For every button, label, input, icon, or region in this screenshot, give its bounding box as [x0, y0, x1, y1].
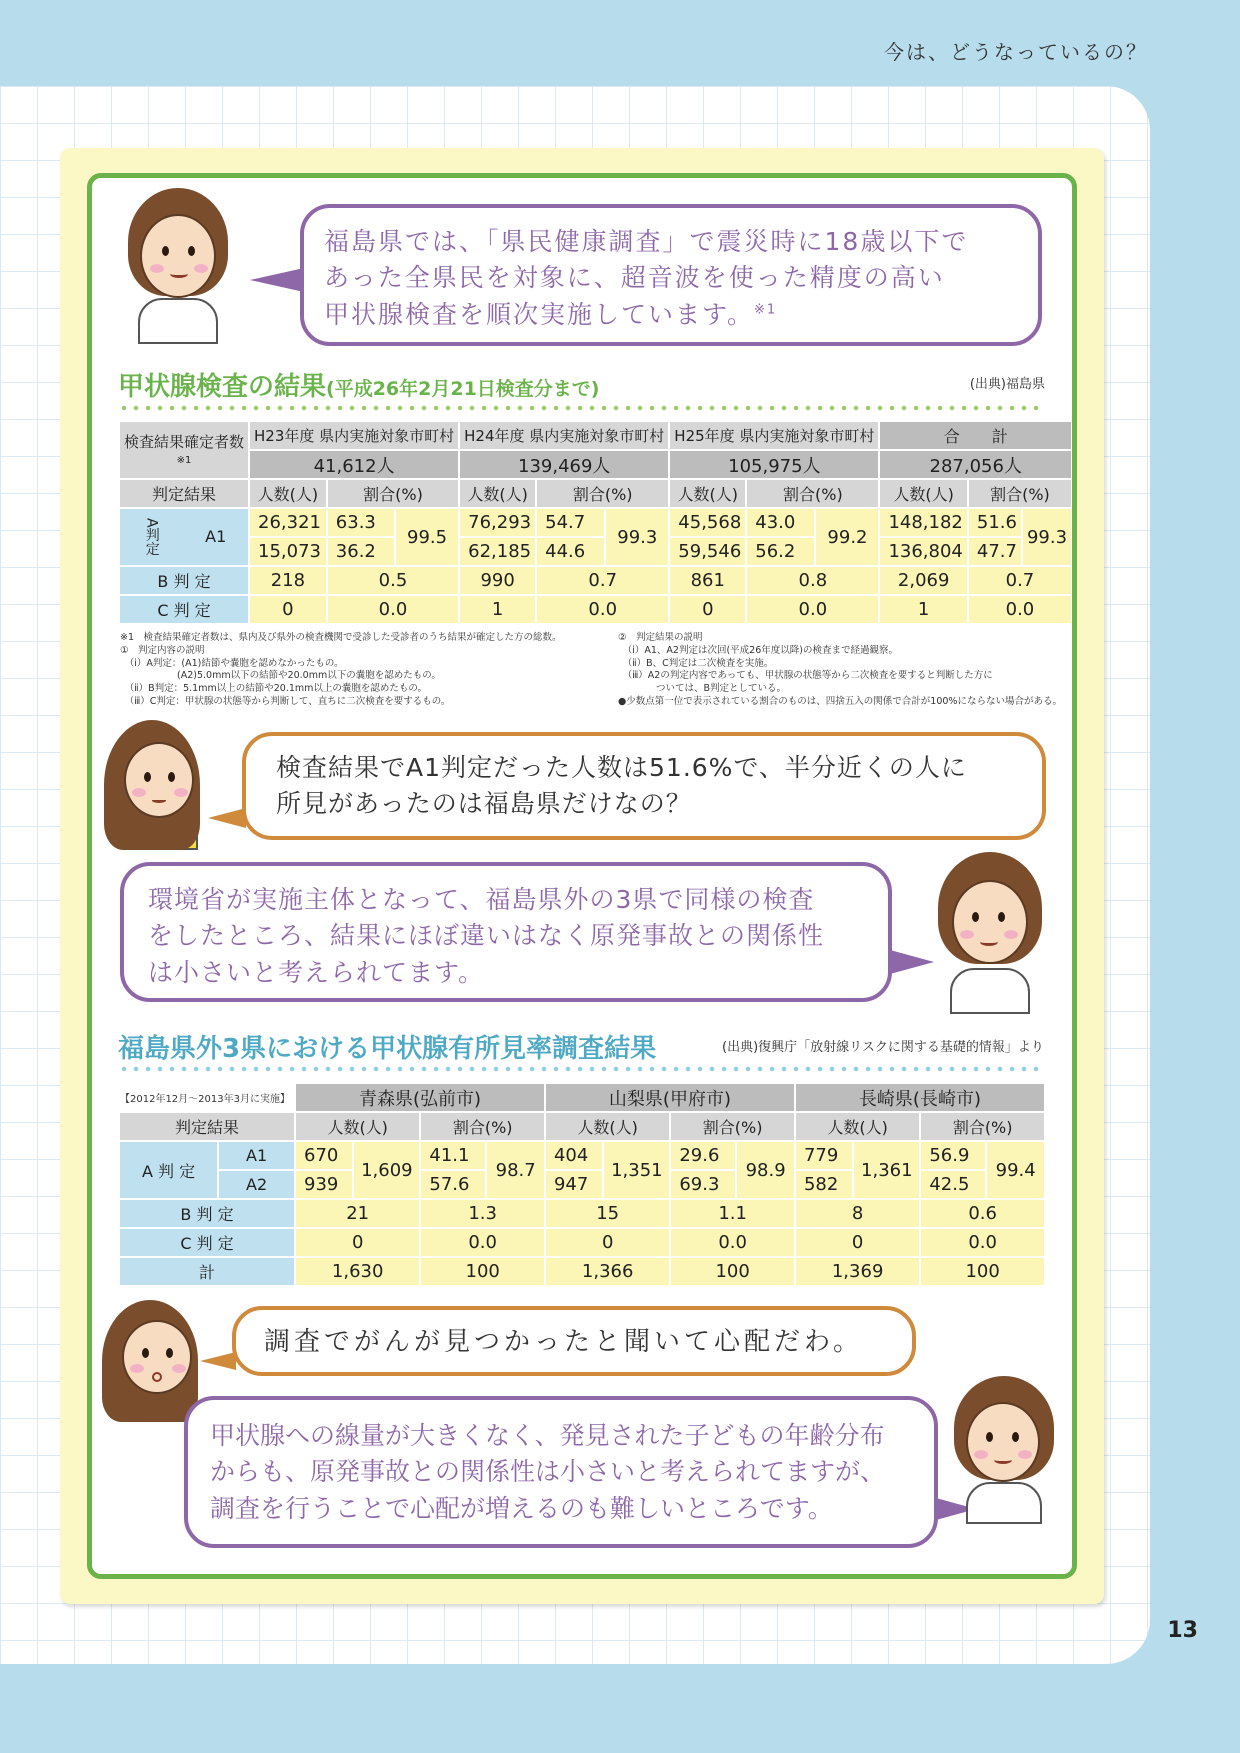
bubble-2-line-1: 検査結果でA1判定だった人数は51.6%で、半分近くの人に: [276, 753, 967, 782]
ratio-header: 割合(%): [747, 480, 878, 507]
table-cell: 59,546: [670, 538, 745, 565]
table-cell: 100: [671, 1258, 794, 1285]
table-cell: 1,369: [796, 1258, 919, 1285]
a-judge-label: A判定 A1: [120, 509, 248, 565]
table-cell: 779: [796, 1142, 852, 1169]
table-cell: 0.0: [537, 596, 668, 623]
table-cell: 21: [296, 1200, 419, 1227]
note-line: ② 判定結果の説明: [618, 632, 703, 643]
table-row: [120, 509, 1071, 536]
survey-period: 【2012年12月〜2013年3月に実施】: [120, 1094, 290, 1105]
table-row: [120, 596, 1071, 623]
a1-label: A1: [219, 1142, 294, 1169]
table-cell: 0.7: [537, 567, 668, 594]
table-cell: 148,182: [880, 509, 966, 536]
year-header-h23: H23年度 県内実施対象市町村: [250, 422, 458, 449]
note-line: ※1 検査結果確定者数は、県内及び県外の検査機関で受診した受診者のうち結果が確定した方の総数。: [120, 632, 562, 643]
ratio-header: 割合(%): [921, 1113, 1044, 1140]
note-line: （ⅲ）C判定：甲状腺の状態等から判断して、直ちに二次検査を要するもの。: [120, 696, 451, 708]
table-cell: 0: [670, 596, 745, 623]
bubble-1-line-1: 福島県では、「県民健康調査」で震災時に18歳以下で: [324, 227, 969, 256]
table-cell: 0: [796, 1229, 919, 1256]
table-cell: 1,361: [854, 1142, 919, 1198]
table-cell: 100: [421, 1258, 544, 1285]
table-cell: 54.7: [537, 509, 604, 536]
table-cell: 41.1: [421, 1142, 485, 1169]
count-header: 人数(人): [796, 1113, 919, 1140]
table-cell: 990: [460, 567, 535, 594]
page-number: 13: [1167, 1618, 1198, 1643]
speech-bubble-1: [300, 204, 1042, 346]
section-2-dotted-rule: [118, 1066, 1044, 1072]
bubble-4-tail: [200, 1352, 236, 1370]
table-cell: 98.7: [487, 1142, 544, 1198]
count-header: 人数(人): [250, 480, 326, 507]
year-header-h25: H25年度 県内実施対象市町村: [670, 422, 878, 449]
ratio-header: 割合(%): [671, 1113, 794, 1140]
note-line: （ⅱ）B、C判定は二次検査を実施。: [618, 657, 774, 669]
count-header: 人数(人): [546, 1113, 669, 1140]
a-judge-label: A 判 定: [120, 1142, 217, 1198]
table-cell: 57.6: [421, 1171, 485, 1198]
judge-result-header: 判定結果: [120, 1113, 294, 1140]
table-cell: 0: [250, 596, 326, 623]
note-line: （ⅲ）A2の判定内容であっても、甲状腺の状態等から二次検査を要すると判断した方に: [618, 670, 993, 682]
doctor-character-3: [946, 1376, 1062, 1524]
total-label: 計: [120, 1258, 294, 1285]
section-1-title-text: 甲状腺検査の結果: [118, 372, 327, 402]
table-cell: 0.0: [671, 1229, 794, 1256]
table-cell: 51.6: [969, 509, 1021, 536]
ratio-header: 割合(%): [421, 1113, 544, 1140]
table-cell: 99.2: [816, 509, 878, 565]
note-line: （ⅰ）A判定：(A1)結節や嚢胞を認めなかったもの。: [120, 657, 344, 669]
corner-header: 検査結果確定者数 ※1: [120, 422, 248, 478]
ratio-header: 割合(%): [328, 480, 458, 507]
table-cell: 670: [296, 1142, 352, 1169]
table-cell: 99.4: [987, 1142, 1044, 1198]
three-prefecture-table: [118, 1082, 1046, 1287]
table-cell: 1.3: [421, 1200, 544, 1227]
count-header: 人数(人): [880, 480, 966, 507]
total-count-h23: 41,612人: [250, 451, 458, 478]
bubble-3-line-3: は小さいと考えられてます。: [148, 957, 485, 987]
table-cell: 0.5: [328, 567, 458, 594]
table-cell: 218: [250, 567, 326, 594]
table-cell: 99.3: [606, 509, 668, 565]
bubble-1-line-2: あった全県民を対象に、超音波を使った精度の高い: [324, 263, 945, 293]
table-cell: 1: [460, 596, 535, 623]
count-header: 人数(人): [460, 480, 535, 507]
pref-header-nagasaki: 長崎県(長崎市): [796, 1084, 1044, 1111]
table-cell: 0: [296, 1229, 419, 1256]
section-1-dotted-rule: [118, 405, 1044, 411]
b-judge-label: B 判 定: [120, 1200, 294, 1227]
a2-label: A2: [219, 1171, 294, 1198]
section-1-title: [118, 366, 600, 403]
table-cell: 69.3: [671, 1171, 735, 1198]
table-cell: 26,321: [250, 509, 326, 536]
table-cell: 0.8: [747, 567, 878, 594]
table-row: [120, 538, 1071, 565]
notes-right: [618, 632, 1062, 709]
c-judge-label: C 判 定: [120, 1229, 294, 1256]
bubble-2-line-2: 所見があったのは福島県だけなの？: [276, 789, 692, 819]
table-cell: 582: [796, 1171, 852, 1198]
table-cell: 15,073: [250, 538, 326, 565]
table-cell: 939: [296, 1171, 352, 1198]
table-cell: 947: [546, 1171, 602, 1198]
table-cell: 0.0: [328, 596, 458, 623]
table-cell: 0.0: [747, 596, 878, 623]
bubble-1-note-ref: ※1: [754, 302, 778, 318]
count-header: 人数(人): [296, 1113, 419, 1140]
table-cell: 76,293: [460, 509, 535, 536]
table-cell: 1,609: [354, 1142, 419, 1198]
table-cell: 29.6: [671, 1142, 735, 1169]
table-cell: 2,069: [880, 567, 966, 594]
table-cell: 63.3: [328, 509, 394, 536]
table-cell: 1: [880, 596, 966, 623]
ratio-header: 割合(%): [969, 480, 1071, 507]
table-cell: 100: [921, 1258, 1044, 1285]
note-line: ●少数点第一位で表示されている割合のものは、四捨五入の関係で合計が100%にならない場合がある。: [618, 696, 1062, 708]
table-cell: 44.6: [537, 538, 604, 565]
table-cell: 0.7: [969, 567, 1071, 594]
speech-bubble-3: [120, 862, 892, 1002]
year-header-total: 合 計: [880, 422, 1071, 449]
table-row: [120, 1142, 1044, 1169]
table-cell: 43.0: [747, 509, 814, 536]
table-cell: 1,351: [604, 1142, 669, 1198]
notes-left: [120, 632, 562, 709]
table-cell: 56.2: [747, 538, 814, 565]
total-count-h25: 105,975人: [670, 451, 878, 478]
bubble-2-tail: [208, 808, 246, 828]
note-line: （ⅰ）A1、A2判定は次回(平成26年度以降)の検査まで経過観察。: [618, 644, 898, 656]
speech-bubble-4: [232, 1306, 916, 1376]
judge-result-header: 判定結果: [120, 480, 248, 507]
table-cell: 0: [546, 1229, 669, 1256]
doctor-character-1: [118, 188, 238, 344]
bubble-5-line-3: 調査を行うことで心配が増えるのも難しいところです。: [210, 1493, 833, 1523]
table-cell: 98.9: [737, 1142, 794, 1198]
table-cell: 404: [546, 1142, 602, 1169]
table-cell: 56.9: [921, 1142, 985, 1169]
table-cell: 0.0: [969, 596, 1071, 623]
bubble-1-line-3: 甲状腺検査を順次実施しています。: [324, 299, 755, 329]
count-header: 人数(人): [670, 480, 745, 507]
c-judge-label: C 判 定: [120, 596, 248, 623]
table-cell: 0.0: [921, 1229, 1044, 1256]
pref-header-yamanashi: 山梨県(甲府市): [546, 1084, 794, 1111]
note-line: (A2)5.0mm以下の結節や20.0mm以下の嚢胞を認めたもの。: [120, 670, 441, 682]
bubble-3-line-2: をしたところ、結果にほぼ違いはなく原発事故との関係性: [148, 921, 825, 951]
year-header-h24: H24年度 県内実施対象市町村: [460, 422, 668, 449]
total-count-all: 287,056人: [880, 451, 1071, 478]
page-header-title: 今は、どうなっているの？: [884, 40, 1148, 64]
note-line: ついては、B判定としている。: [618, 683, 787, 695]
b-judge-label: B 判 定: [120, 567, 248, 594]
table-row: [120, 1200, 1044, 1227]
table-cell: 1.1: [671, 1200, 794, 1227]
table-cell: 62,185: [460, 538, 535, 565]
ratio-header: 割合(%): [537, 480, 668, 507]
total-count-h24: 139,469人: [460, 451, 668, 478]
table-cell: 136,804: [880, 538, 966, 565]
bubble-5-line-2: からも、原発事故との関係性は小さいと考えられてますが、: [210, 1457, 886, 1487]
table-row: [120, 567, 1071, 594]
table-cell: 8: [796, 1200, 919, 1227]
table-cell: 36.2: [328, 538, 394, 565]
table-row: [120, 1229, 1044, 1256]
section-2-source: (出典)復興庁「放射線リスクに関する基礎的情報」より: [722, 1040, 1044, 1055]
note-line: ① 判定内容の説明: [120, 644, 205, 656]
table-cell: 99.3: [1023, 509, 1071, 565]
table-cell: 1,630: [296, 1258, 419, 1285]
doctor-character-2: [930, 852, 1050, 1014]
bubble-4-line-1: 調査でがんが見つかったと聞いて心配だわ。: [264, 1327, 863, 1357]
note-line: （ⅱ）B判定：5.1mm以上の結節や20.1mm以上の嚢胞を認めたもの。: [120, 683, 428, 695]
table-cell: 15: [546, 1200, 669, 1227]
table-cell: 47.7: [969, 538, 1021, 565]
speech-bubble-2: [242, 732, 1046, 840]
bubble-5-line-1: 甲状腺への線量が大きくなく、発見された子どもの年齢分布: [210, 1421, 885, 1450]
pref-header-aomori: 青森県(弘前市): [296, 1084, 544, 1111]
bubble-1-tail: [250, 268, 304, 292]
speech-bubble-5: [184, 1396, 938, 1548]
table-cell: 42.5: [921, 1171, 985, 1198]
table-cell: 861: [670, 567, 745, 594]
table-cell: 99.5: [396, 509, 458, 565]
section-1-source: (出典)福島県: [969, 377, 1045, 392]
girl-character-1: [104, 720, 214, 850]
table-cell: 0.0: [421, 1229, 544, 1256]
table-cell: 1,366: [546, 1258, 669, 1285]
thyroid-results-table: [118, 420, 1073, 625]
bubble-3-line-1: 環境省が実施主体となって、福島県外の3県で同様の検査: [148, 885, 815, 914]
section-1-subtitle: (平成26年2月21日検査分まで): [326, 378, 600, 400]
table-cell: 45,568: [670, 509, 745, 536]
bubble-3-tail: [890, 950, 934, 974]
table-cell: 0.6: [921, 1200, 1044, 1227]
section-2-title: 福島県外3県における甲状腺有所見率調査結果: [118, 1034, 657, 1064]
table-row: [120, 1258, 1044, 1285]
